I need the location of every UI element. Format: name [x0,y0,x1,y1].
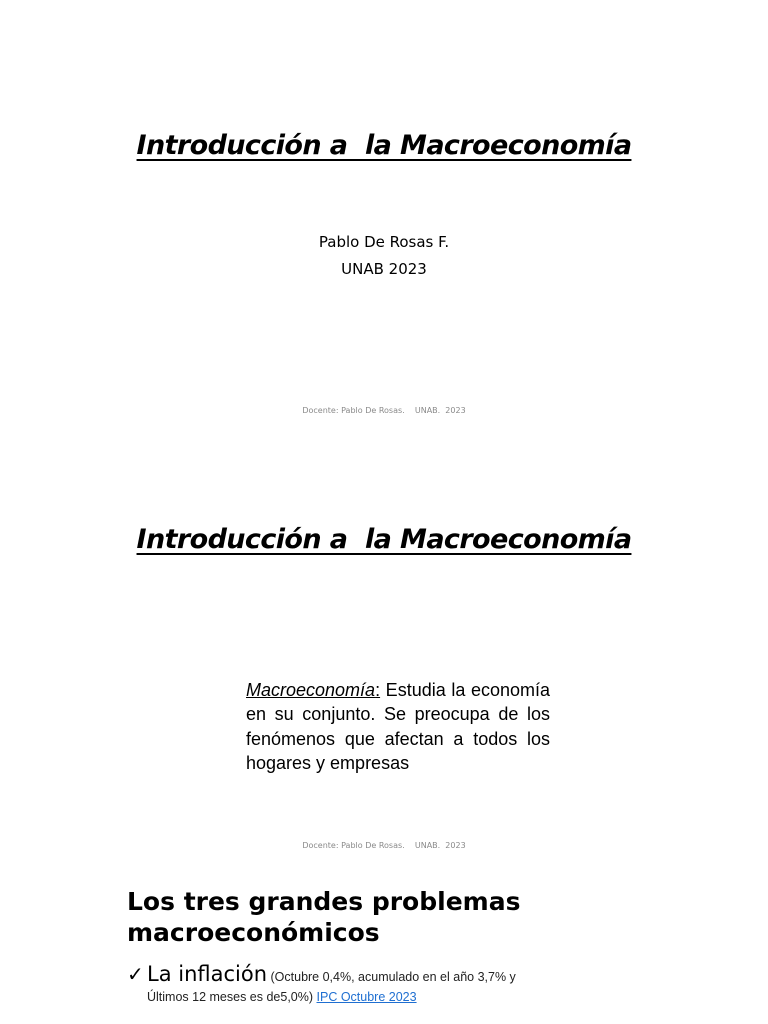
author-name: Pablo De Rosas F. [318,233,450,251]
checkmark-icon: ✓ [127,962,144,986]
slide-footer: Docente: Pablo De Rosas. UNAB. 2023 [302,406,466,415]
problem-item-label: La inflación [147,962,268,986]
slide-definition [0,432,768,864]
definition-colon: : [375,680,381,700]
problem-item-line2 [147,990,417,1004]
problem-item-detail-cont: Últimos 12 meses es de5,0%) [147,990,317,1004]
definition-term: Macroeconomía [246,680,376,700]
slide-title: Introducción a la Macroeconomía [136,524,632,555]
problems-heading-line1: Los tres grandes problemas [127,887,521,916]
slide-footer: Docente: Pablo De Rosas. UNAB. 2023 [302,841,466,850]
problems-heading-line2: macroeconómicos [127,918,380,947]
ipc-link[interactable]: IPC Octubre 2023 [316,990,417,1004]
slide-title: Introducción a la Macroeconomía [136,130,632,161]
institution-year: UNAB 2023 [341,260,427,278]
definition-paragraph [246,678,550,775]
slide-problems [0,864,768,1024]
definition-text: Estudia la economía en su conjunto. Se preocupa de los fenómenos que afectan a todos los hogares y empresas [246,680,550,773]
problems-heading [127,886,687,948]
slide-title-page [0,0,768,432]
author-block [0,229,768,283]
problem-item-detail: (Octubre 0,4%, acumulado en el año 3,7% y [267,970,516,984]
problem-item-line1 [147,962,516,986]
